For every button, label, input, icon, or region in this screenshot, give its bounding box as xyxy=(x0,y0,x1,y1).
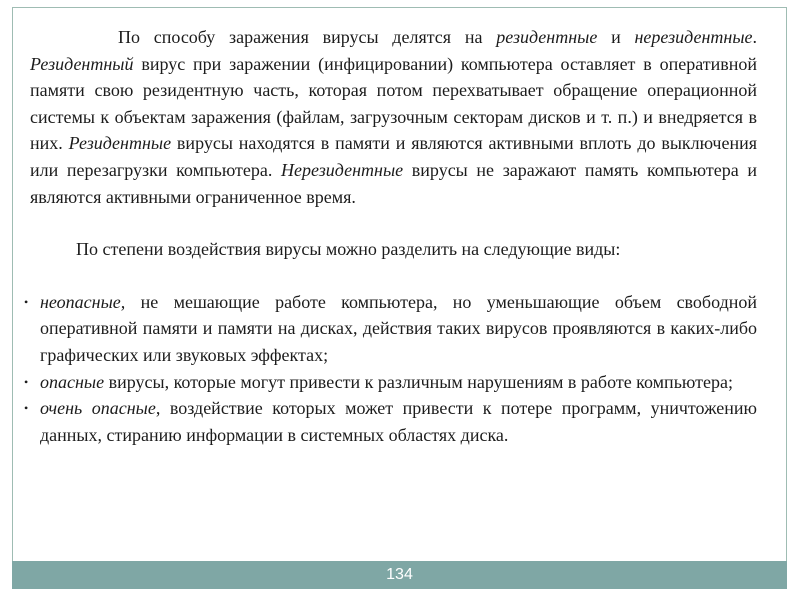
text-segment: вирусы не заражают память компьютера и являются активными ограниченное время. xyxy=(30,159,757,207)
paragraph-gap xyxy=(30,210,757,236)
term-harmless: неопасные, xyxy=(40,291,126,312)
paragraph-virus-types xyxy=(30,24,757,210)
list-item-text: не мешающие работе компьютера, но уменьшающие объем свободной оперативной памяти и памяти на дисках, действия таких вирусов проявляются в каких-либо графических или звуковых эффектах; xyxy=(40,291,757,365)
term-very-dangerous: очень опасные xyxy=(40,398,156,419)
text-segment: вирусы находятся в памяти и являются активными вплоть до выключения или перезагрузки компьютера. xyxy=(30,133,757,180)
text-segment: вирус при заражении (инфицировании) компьютера оставляет в оперативной памяти свою резидентную часть, которая потом перехватывает обращение операционной системы к объектам заражения (файлам, загрузочным секторам дисков и т. п.) и внедряется в них. xyxy=(30,53,757,154)
text-segment: . xyxy=(752,27,757,47)
term-nonresident-plural: Нерезидентные xyxy=(281,159,404,180)
bullet-icon: • xyxy=(24,401,29,416)
list-item-dangerous xyxy=(24,369,757,396)
term-resident-plural: Резидентные xyxy=(68,133,172,154)
term-resident-singular: Резидентный xyxy=(30,53,134,74)
term-dangerous: опасные xyxy=(40,371,105,392)
footer-bar xyxy=(12,561,787,589)
list-item-harmless xyxy=(24,289,757,369)
paragraph-impact-intro: По степени воздействия вирусы можно разделить на следующие виды: xyxy=(76,239,621,260)
list-item-text: , воздействие которых может привести к потере программ, уничтожению данных, стиранию информации в системных областях диска. xyxy=(40,398,757,445)
bullet-icon: • xyxy=(24,374,29,389)
term-nonresident: нерезидентные xyxy=(634,27,753,47)
paragraph-gap xyxy=(30,263,757,289)
list-item-very-dangerous xyxy=(24,395,757,448)
list-item-text: вирусы, которые могут привести к различным нарушениям в работе компьютера; xyxy=(104,371,733,392)
bullet-icon: • xyxy=(24,294,29,309)
text-segment: По способу заражения вирусы делятся на xyxy=(118,27,497,47)
term-resident: резидентные xyxy=(496,27,598,47)
page-number: 134 xyxy=(386,566,413,583)
text-segment: и xyxy=(597,27,635,47)
slide-content xyxy=(24,24,757,448)
